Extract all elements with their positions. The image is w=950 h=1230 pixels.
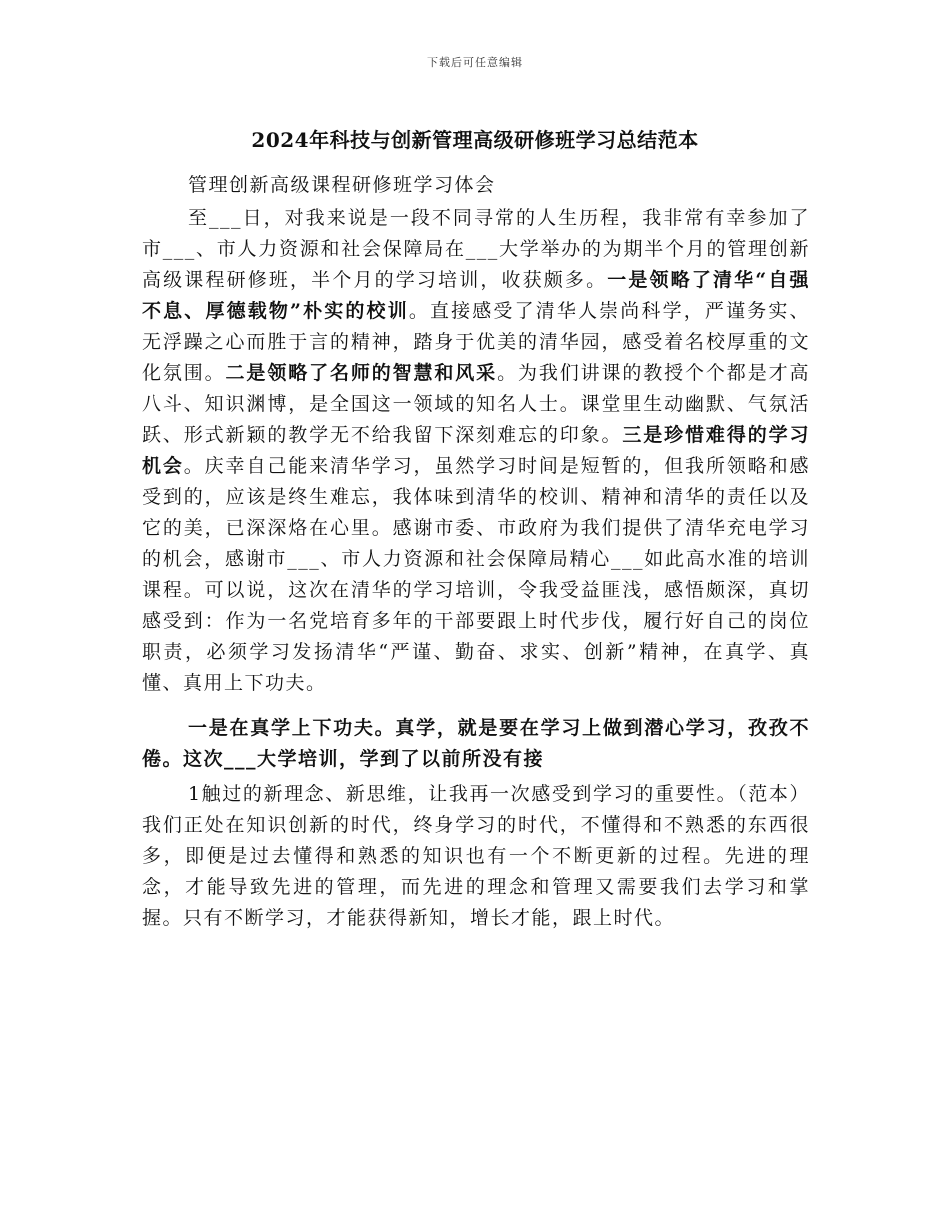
paragraph-bold-heading: 一是在真学上下功夫。真学，就是要在学习上做到潜心学习，孜孜不倦。这次___大学培训，学到了以前所没有接 <box>142 717 810 770</box>
page-header-note: 下载后可任意编辑 <box>427 56 523 69</box>
paragraph-intro <box>142 203 810 699</box>
document-body <box>142 170 810 934</box>
paragraph-text: 至___日，对我来说是一段不同寻常的人生历程，我非常有幸参加了市___、市人力资源和社会保障局在___大学举办的为期半个月的管理创新高级课程研修班，半个月的学习培训，收获颇多。 <box>142 207 810 291</box>
paragraph-text: 。庆幸自己能来清华学习，虽然学习时间是短暂的，但我所领略和感受到的，应该是终生难忘，我体味到清华的校训、精神和清华的责任以及它的美，已深深烙在心里。感谢市委、市政府为我们提供了清华充电学习的机会，感谢市___、市人力资源和社会保障局精心___如此高水准的培训课程。可以说，这次在清华的学习培训，令我受益匪浅，感悟颇深，真切感受到：作为一名党培育多年的干部要跟上时代步伐，履行好自己的岗位职责，必须学习发扬清华“严谨、勤奋、求实、创新”精神，在真学、真懂、真用上下功夫。 <box>142 455 810 694</box>
document-subtitle: 管理创新高级课程研修班学习体会 <box>188 174 496 196</box>
document-title: 2024年科技与创新管理高级研修班学习总结范本 <box>251 128 699 152</box>
bold-point-one: 一是领略了清华“自强不息、厚德载物”朴实的校训 <box>142 269 810 322</box>
paragraph-text: 。直接感受了清华人崇尚科学，严谨务实、无浮躁之心而胜于言的精神，踏身于优美的清华园，感受着名校厚重的文化氛围。 <box>142 300 810 384</box>
paragraph-text: 。为我们讲课的教授个个都是才高八斗、知识渊博，是全国这一领域的知名人士。课堂里生动幽默、气氛活跃、形式新颖的教学无不给我留下深刻难忘的印象。 <box>142 362 810 446</box>
paragraph-body: 1触过的新理念、新思维，让我再一次感受到学习的重要性。（范本）我们正处在知识创新的时代，终身学习的时代，不懂得和不熟悉的东西很多，即便是过去懂得和熟悉的知识也有一个不断更新的过程。先进的理念，才能导致先进的管理，而先进的理念和管理又需要我们去学习和掌握。只有不断学习，才能获得新知，增长才能，跟上时代。 <box>142 783 810 929</box>
bold-point-two: 二是领略了名师的智慧和风采 <box>225 362 498 384</box>
bold-point-three: 三是珍惜难得的学习机会 <box>142 424 810 477</box>
